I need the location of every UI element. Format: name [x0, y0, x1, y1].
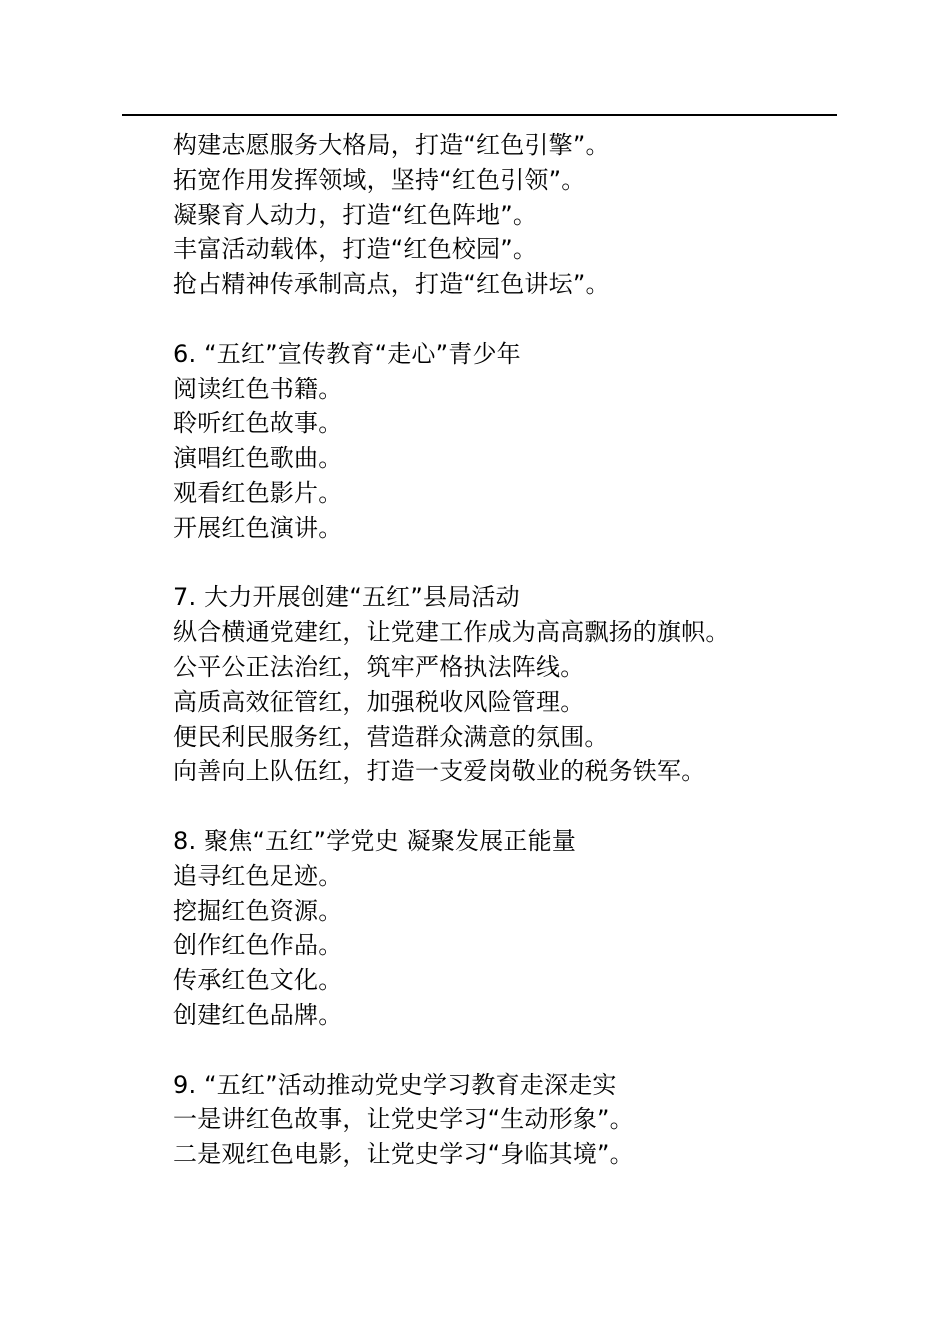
section-heading: 7. 大力开展创建“五红”县局活动	[173, 583, 520, 612]
section-line: 二是观红色电影，让党史学习“身临其境”。	[173, 1140, 634, 1169]
section-line: 开展红色演讲。	[173, 513, 343, 542]
section-7	[173, 580, 853, 789]
intro-line: 构建志愿服务大格局，打造“红色引擎”。	[173, 131, 610, 159]
section-line: 挖掘红色资源。	[173, 896, 343, 925]
section-line: 便民利民服务红，营造群众满意的氛围。	[173, 722, 609, 751]
section-heading: 9. “五红”活动推动党史学习教育走深走实	[173, 1070, 617, 1099]
section-line: 向善向上队伍红，打造一支爱岗敬业的税务铁军。	[173, 757, 706, 786]
section-line: 观看红色影片。	[173, 478, 343, 507]
intro-block	[173, 128, 853, 302]
section-line: 高质高效征管红，加强税收风险管理。	[173, 687, 585, 716]
section-8	[173, 824, 853, 1033]
header-rule	[122, 114, 837, 116]
intro-line: 拓宽作用发挥领域，坚持“红色引领”。	[173, 165, 586, 194]
section-line: 创建红色品牌。	[173, 1000, 343, 1029]
section-heading: 6. “五红”宣传教育“走心”青少年	[173, 339, 521, 368]
section-line: 公平公正法治红，筑牢严格执法阵线。	[173, 652, 585, 681]
section-line: 纵合横通党建红，让党建工作成为高高飘扬的旗帜。	[173, 618, 730, 647]
section-heading: 8. 聚焦“五红”学党史 凝聚发展正能量	[173, 826, 577, 855]
section-line: 阅读红色书籍。	[173, 374, 343, 403]
section-line: 传承红色文化。	[173, 966, 343, 995]
section-line: 追寻红色足迹。	[173, 861, 343, 890]
section-line: 一是讲红色故事，让党史学习“生动形象”。	[173, 1105, 634, 1134]
intro-line: 凝聚育人动力，打造“红色阵地”。	[173, 200, 538, 229]
section-9	[173, 1068, 853, 1172]
section-line: 创作红色作品。	[173, 931, 343, 960]
section-line: 聆听红色故事。	[173, 409, 343, 438]
intro-line: 抢占精神传承制高点，打造“红色讲坛”。	[173, 270, 610, 299]
document-body	[173, 128, 853, 1172]
section-line: 演唱红色歌曲。	[173, 444, 343, 473]
intro-line: 丰富活动载体，打造“红色校园”。	[173, 235, 538, 264]
section-6	[173, 337, 853, 546]
